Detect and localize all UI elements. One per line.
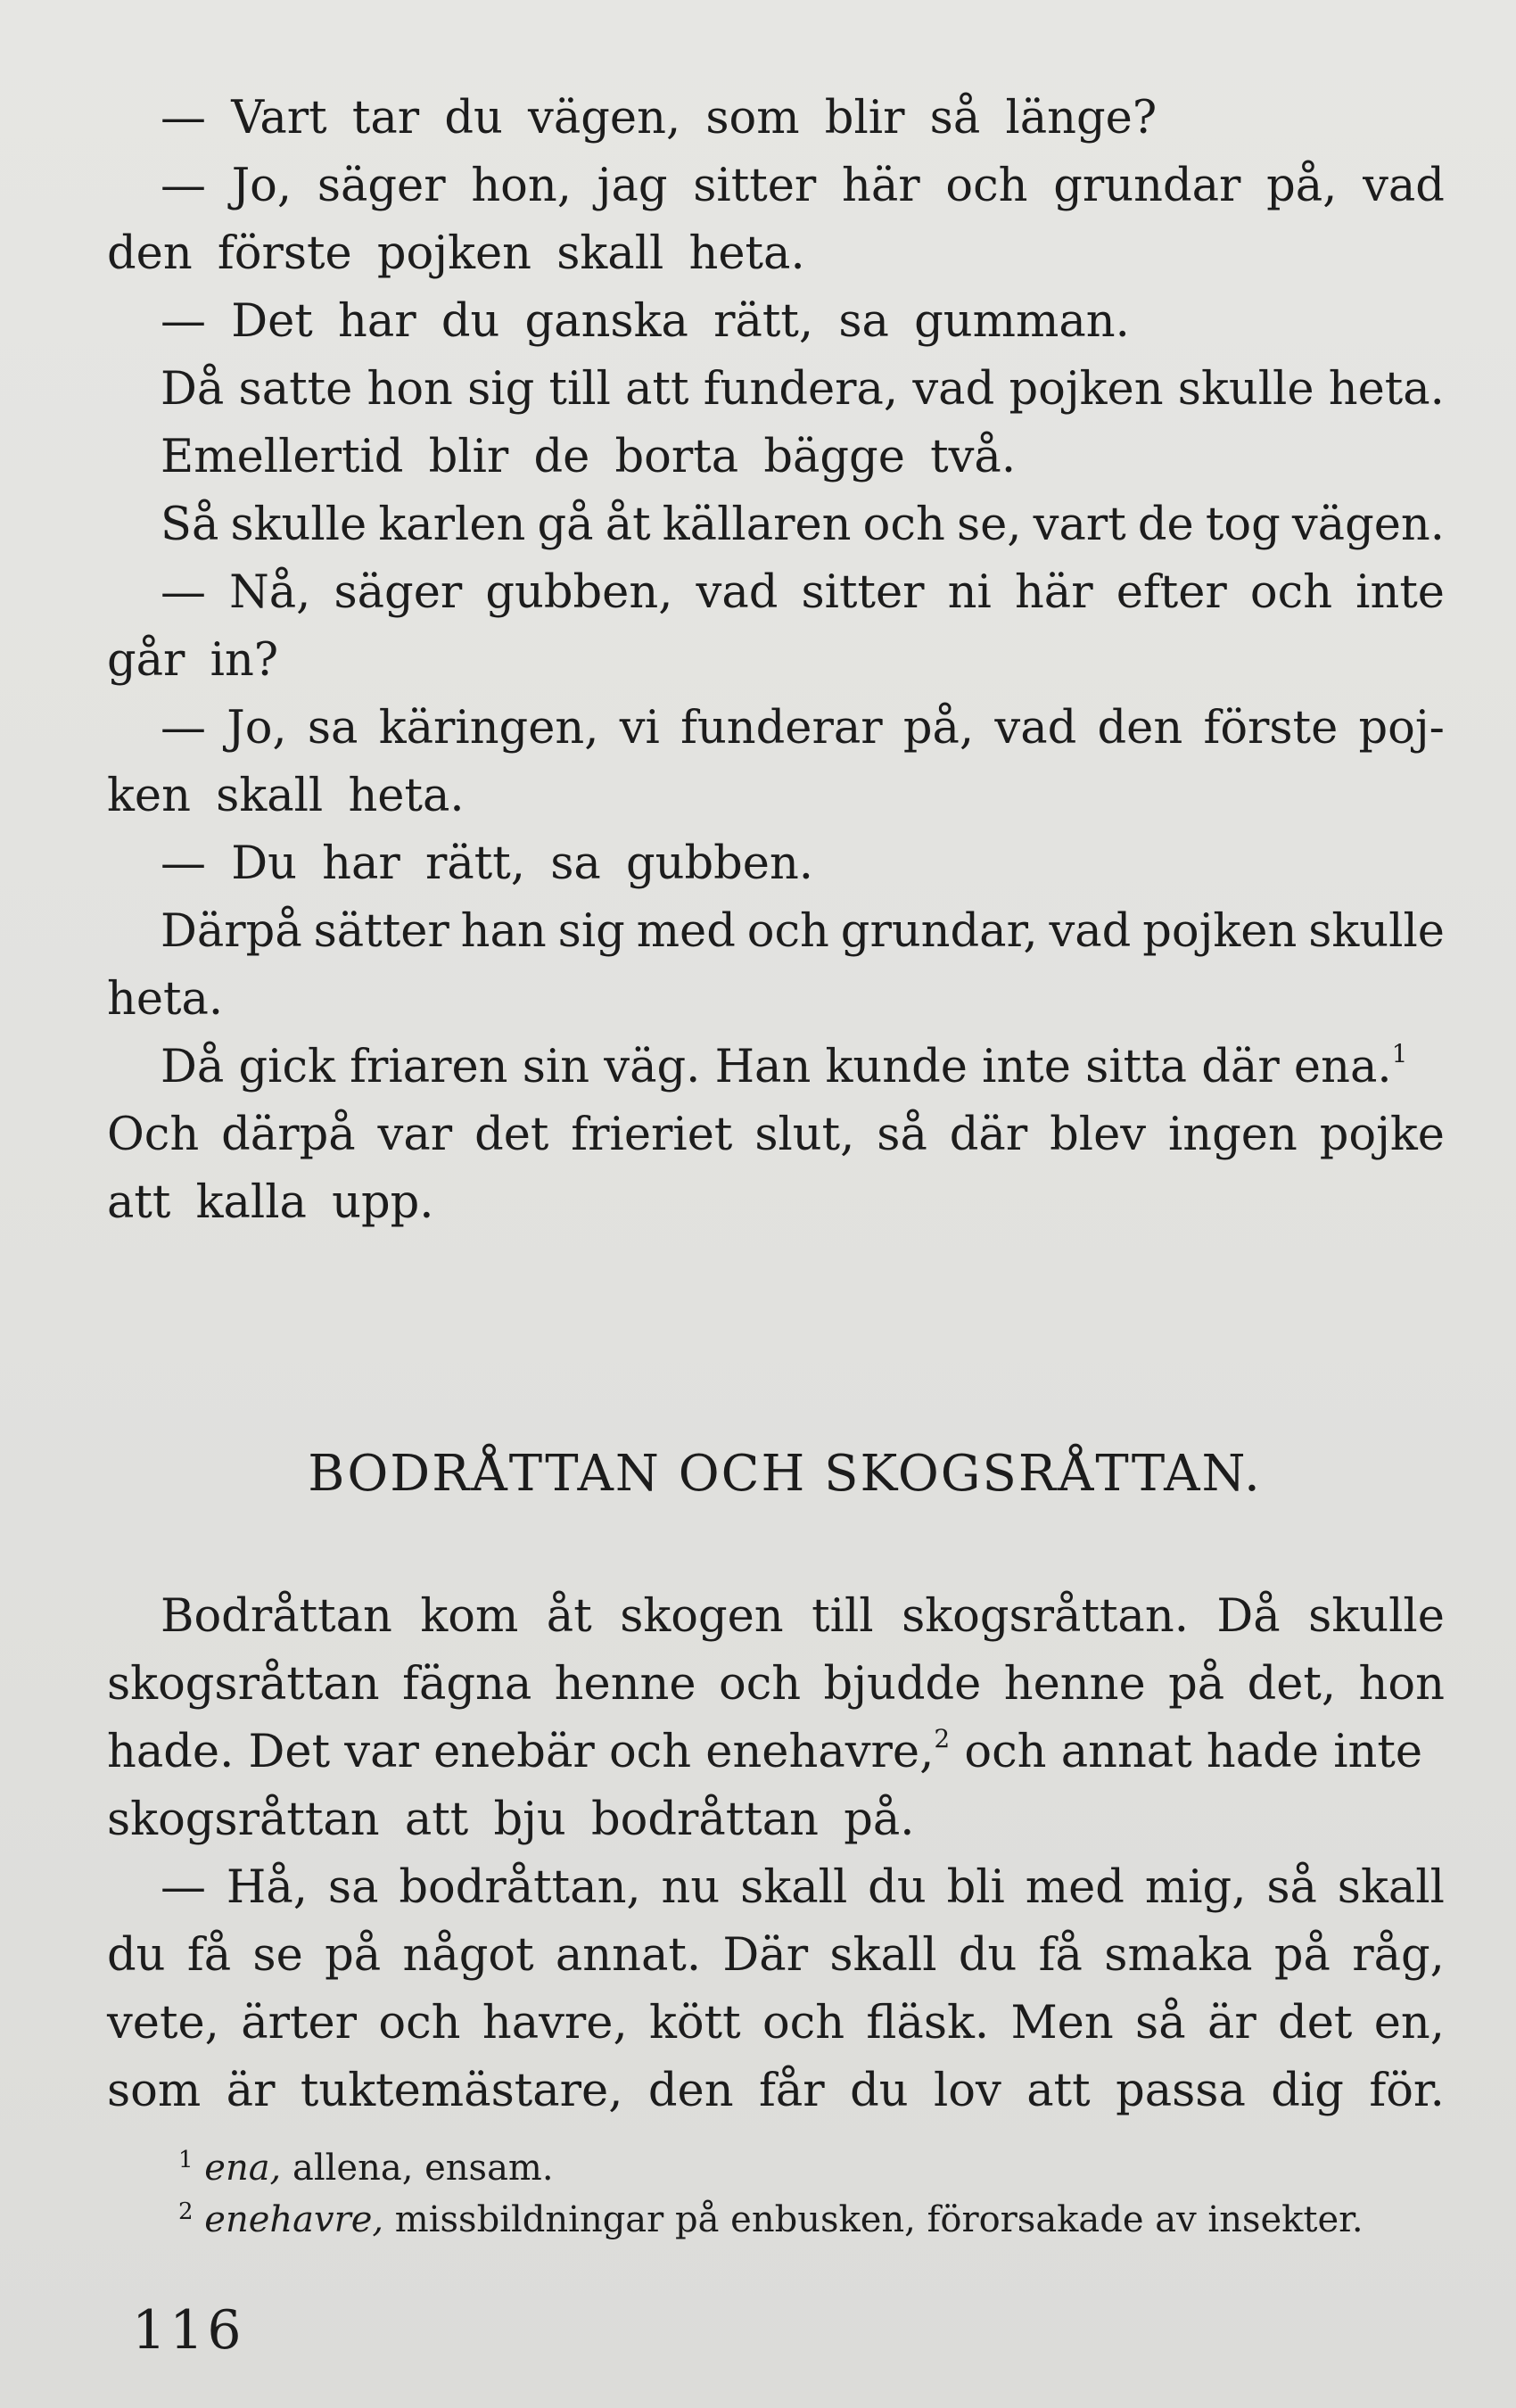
word: att	[1026, 2065, 1091, 2117]
footnote-mark: 1	[178, 2147, 194, 2173]
word: Nå,	[229, 566, 311, 619]
word: åt	[605, 499, 651, 551]
word: råg,	[1352, 1929, 1445, 1982]
word: Då	[1216, 1590, 1281, 1643]
text-line	[107, 1854, 1445, 1922]
word: sitter	[801, 566, 925, 619]
word: skogen	[620, 1590, 784, 1643]
text-line: den förste pojken skall heta.	[107, 227, 805, 280]
text-line	[107, 153, 1445, 220]
word: där	[949, 1109, 1028, 1161]
word: ingen	[1167, 1109, 1298, 1161]
word: skall	[740, 1861, 848, 1914]
text-line: ken skall heta.	[107, 770, 465, 822]
word: han	[460, 905, 547, 958]
word: vägen.	[1291, 499, 1445, 551]
word: Så	[161, 499, 219, 551]
word: förste	[1203, 702, 1339, 755]
word: på,	[902, 702, 975, 755]
word: något	[402, 1929, 534, 1982]
story-one-text	[107, 85, 1445, 1237]
word: Och	[107, 1109, 200, 1161]
word: havre,	[482, 1997, 628, 2049]
word: sätter	[313, 905, 449, 958]
word: får	[758, 2065, 825, 2117]
word: bjudde	[823, 1658, 982, 1711]
word: se	[252, 1929, 303, 1982]
word: skulle	[230, 499, 367, 551]
word: och	[862, 499, 945, 551]
word: för.	[1369, 2065, 1445, 2117]
footnote-term: enehavre,	[204, 2199, 384, 2240]
word: lov	[933, 2065, 1001, 2117]
word: hon	[367, 363, 453, 416]
text-line	[107, 1922, 1445, 1990]
word: pojken	[1009, 363, 1164, 416]
text-line	[107, 356, 1445, 424]
word: funderar	[680, 702, 883, 755]
word: så	[1266, 1861, 1317, 1914]
footnote-2	[178, 2194, 1364, 2246]
word: annat.	[555, 1929, 702, 1982]
word: karlen	[378, 499, 526, 551]
word: och	[746, 905, 829, 958]
text-line	[107, 695, 1445, 763]
word: skogsråttan.	[902, 1590, 1189, 1643]
word: Bodråttan	[161, 1590, 392, 1643]
word: gå	[537, 499, 594, 551]
footnotes	[178, 2142, 1364, 2246]
word: få	[186, 1929, 232, 1982]
word: med	[1025, 1861, 1125, 1914]
text-line: heta.	[107, 973, 224, 1026]
word: Jo,	[231, 160, 292, 212]
word: sa	[307, 702, 358, 755]
footnote-mark: 2	[178, 2198, 194, 2225]
word: sig	[557, 905, 625, 958]
word: det,	[1247, 1658, 1337, 1711]
word: sa	[327, 1861, 379, 1914]
word: är	[226, 2065, 276, 2117]
word: skall	[1337, 1861, 1445, 1914]
word: Därpå	[161, 905, 302, 958]
text-line	[107, 1990, 1445, 2058]
word: kött	[649, 1997, 741, 2049]
text-line-with-footnote: Då gick friaren sin väg. Han kunde inte sitta där ena.$^1$	[161, 1039, 1408, 1093]
word: —	[161, 1861, 206, 1914]
word: pojken	[1142, 905, 1298, 958]
word: poj-	[1358, 702, 1445, 755]
word: säger	[334, 566, 463, 619]
text-line: — Vart tar du vägen, som blir så länge?	[161, 92, 1158, 144]
word: jag	[597, 160, 668, 212]
footnote-1	[178, 2142, 1364, 2194]
word: var	[377, 1109, 453, 1161]
word: henne	[554, 1658, 696, 1711]
word: —	[161, 702, 206, 755]
text-line	[107, 2058, 1445, 2125]
word: satte	[238, 363, 353, 416]
word: Där	[722, 1929, 809, 1982]
word: du	[850, 2065, 909, 2117]
word: gubben,	[485, 566, 673, 619]
word: till	[812, 1590, 874, 1643]
text-line	[107, 898, 1445, 966]
word: pojke	[1319, 1109, 1445, 1161]
word: fläsk.	[866, 1997, 990, 2049]
word: vad	[1049, 905, 1132, 958]
word: på	[325, 1929, 382, 1982]
word: passa	[1116, 2065, 1246, 2117]
story-two-text	[107, 1583, 1445, 2125]
word: frieriet	[571, 1109, 733, 1161]
word: åt	[546, 1590, 592, 1643]
word: skulle	[1177, 363, 1314, 416]
text-line	[107, 491, 1445, 559]
word: nu	[661, 1861, 721, 1914]
word: vart	[1033, 499, 1126, 551]
word: vad	[1363, 160, 1445, 212]
text-line: skogsråttan att bju bodråttan på.	[107, 1794, 915, 1846]
word: de	[1137, 499, 1194, 551]
word: —	[161, 566, 206, 619]
word: bodråttan,	[399, 1861, 641, 1914]
footnote-reference-1: 1	[1391, 1039, 1408, 1068]
word: skall	[829, 1929, 937, 1982]
text-line-with-footnote: hade. Det var enebär och enehavre,$^2$ och annat hade inte	[107, 1724, 1423, 1778]
word: tuktemästare,	[300, 2065, 623, 2117]
word: du	[958, 1929, 1018, 1982]
word: den	[647, 2065, 734, 2117]
text-line: Emellertid blir de borta bägge två.	[161, 431, 1017, 483]
word: skulle	[1308, 905, 1445, 958]
text-line	[107, 1101, 1445, 1169]
word: efter	[1116, 566, 1227, 619]
word: att	[625, 363, 689, 416]
word: så	[877, 1109, 927, 1161]
word: se,	[956, 499, 1022, 551]
word: du	[107, 1929, 166, 1982]
page-number: 116	[132, 2299, 245, 2362]
word: en,	[1373, 1997, 1445, 2049]
word: på	[1273, 1929, 1331, 1982]
text-line: — Det har du ganska rätt, sa gumman.	[161, 295, 1130, 348]
word: sig	[467, 363, 535, 416]
word: hon,	[471, 160, 572, 212]
word: vad	[994, 702, 1077, 755]
word: det	[474, 1109, 549, 1161]
word: vad	[912, 363, 995, 416]
word: till	[548, 363, 611, 416]
word: ärter	[241, 1997, 358, 2049]
word: det	[1278, 1997, 1353, 2049]
word: och	[378, 1997, 461, 2049]
word: blev	[1050, 1109, 1147, 1161]
word: mig,	[1144, 1861, 1247, 1914]
word: hon	[1358, 1658, 1445, 1711]
word: du	[868, 1861, 927, 1914]
footnote-text: allena, ensam.	[281, 2148, 554, 2189]
word: som	[107, 2065, 202, 2117]
text-line: går in?	[107, 634, 279, 687]
word: Jo,	[227, 702, 287, 755]
word: slut,	[754, 1109, 855, 1161]
word: heta.	[1328, 363, 1445, 416]
word: fundera,	[703, 363, 899, 416]
word: på	[1168, 1658, 1225, 1711]
footnote-text: missbildningar på enbusken, förorsakade av insekter.	[383, 2199, 1364, 2240]
word: kom	[420, 1590, 519, 1643]
word: därpå	[221, 1109, 356, 1161]
word: grundar	[1053, 160, 1241, 212]
footnote-term: ena,	[204, 2148, 282, 2189]
word: Hå,	[226, 1861, 308, 1914]
word: säger	[317, 160, 446, 212]
word: sitter	[693, 160, 817, 212]
word: bli	[946, 1861, 1005, 1914]
word: Då	[161, 363, 225, 416]
text-line	[107, 1583, 1445, 1651]
word: och	[1249, 566, 1333, 619]
text-line	[107, 559, 1445, 627]
word: ni	[947, 566, 992, 619]
story-title: BODRÅTTAN OCH SKOGSRÅTTAN.	[308, 1445, 1262, 1503]
word: henne	[1003, 1658, 1146, 1711]
text-line: — Du har rätt, sa gubben.	[161, 837, 814, 890]
footnote-reference-2: 2	[934, 1724, 951, 1753]
word: tog	[1205, 499, 1281, 551]
word: här	[842, 160, 920, 212]
word: är	[1207, 1997, 1256, 2049]
word: källaren	[662, 499, 852, 551]
text-line: att kalla upp.	[107, 1176, 434, 1229]
word: få	[1038, 1929, 1083, 1982]
word: dig	[1271, 2065, 1344, 2117]
word: smaka	[1104, 1929, 1253, 1982]
word: här	[1014, 566, 1093, 619]
word: och	[762, 1997, 845, 2049]
word: skogsråttan	[107, 1658, 380, 1711]
text-line	[107, 1651, 1445, 1719]
word: och	[719, 1658, 802, 1711]
word: fägna	[402, 1658, 532, 1711]
word: med	[636, 905, 736, 958]
word: —	[161, 160, 206, 212]
word: så	[1135, 1997, 1186, 2049]
word: inte	[1355, 566, 1445, 619]
word: och	[945, 160, 1028, 212]
word: käringen,	[378, 702, 599, 755]
word: vad	[696, 566, 779, 619]
word: den	[1097, 702, 1183, 755]
word: vete,	[107, 1997, 219, 2049]
word: skulle	[1308, 1590, 1445, 1643]
word: vi	[619, 702, 660, 755]
word: på,	[1266, 160, 1338, 212]
word: grundar,	[840, 905, 1038, 958]
word: Men	[1010, 1997, 1114, 2049]
